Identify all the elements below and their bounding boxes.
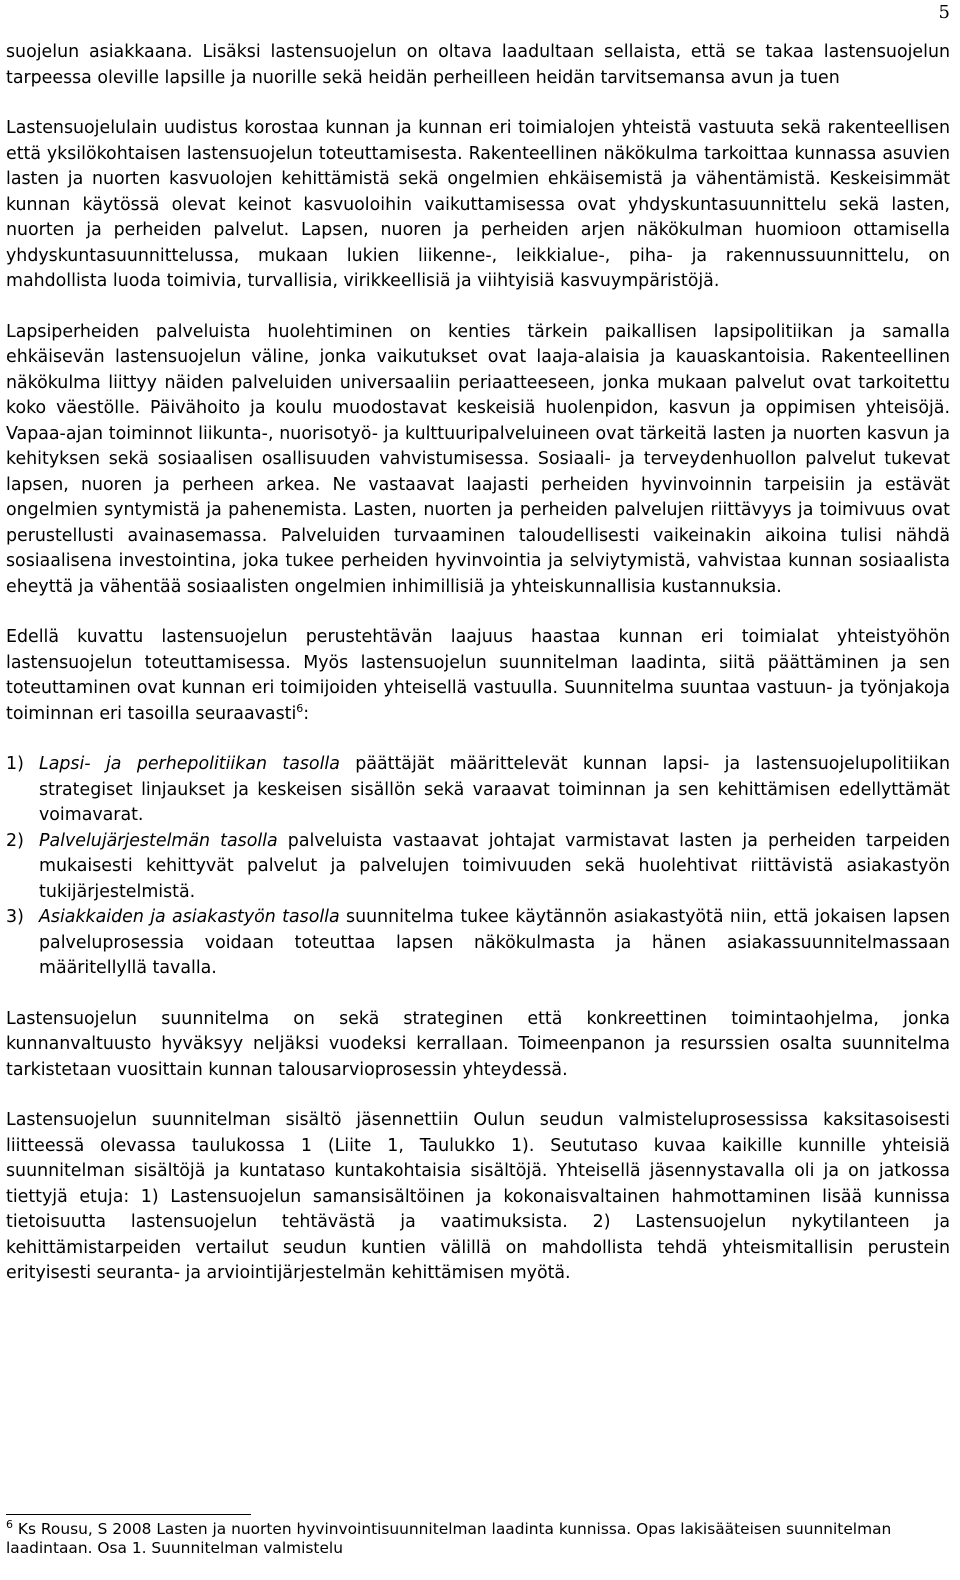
list-item <box>6 752 950 829</box>
list-item-title: Asiakkaiden ja asiakastyön tasolla <box>39 907 340 927</box>
list-item-number: 3) <box>6 907 24 927</box>
list-item-text: suunnitelma tukee käytännön asiakastyötä niin, että jokaisen lapsen palveluprosessia voidaan toteuttaa lapsen näkökulmasta ja hänen asiakassuunnitelmassaan määritellyllä tavalla. <box>39 907 951 978</box>
list-item <box>6 905 950 982</box>
paragraph-oulu-region: Lastensuojelun suunnitelman sisältö jäsennettiin Oulun seudun valmisteluprosessissa kaksitasoisesti liitteessä olevassa taulukossa 1 (Liite 1, Taulukko 1). Seututaso kuvaa kaikille kunnille yhteisiä suunnitelman sisältöjä ja kuntataso kuntakohtaisia sisältöjä. Yhteisellä jäsennystavalla oli ja on jatkossa tiettyjä etuja: 1) Lastensuojelun samansisältöinen ja kokonaisvaltainen hahmottaminen lisää kunnissa tietoisuutta lastensuojelun tehtävästä ja vaatimuksista. 2) Lastensuojelun nykytilanteen ja kehittämistarpeiden vertailut seudun kuntien välillä on mahdollista tehdä yhteismitallisin perustein erityisesti seuranta- ja arviointijärjestelmän kehittämisen myötä. <box>6 1110 950 1283</box>
footnote-text: Ks Rousu, S 2008 Lasten ja nuorten hyvinvointisuunnitelman laadinta kunnissa. Opas lakisääteisen suunnitelman laadintaan. Osa 1. Suunnitelman valmistelu <box>6 1520 892 1557</box>
list-item-text: päättäjät määrittelevät kunnan lapsi- ja lastensuojelupolitiikan strategiset linjaukset ja keskeisen sisällön sekä varaavat toiminnan ja sen kehittämisen edellyttämät voimavarat. <box>39 754 951 825</box>
footnote <box>6 1517 950 1558</box>
page-number: 5 <box>938 2 950 23</box>
list-item-text: palveluista vastaavat johtajat varmistavat lasten ja perheiden tarpeiden mukaisesti kehittyvät palvelut ja palvelujen toimivuuden sekä huolehtivat riittävistä asiakastyön tukijärjestelmistä. <box>39 830 950 902</box>
footnote-reference[interactable]: 6 <box>296 701 304 715</box>
paragraph-cooperation-text: Edellä kuvattu lastensuojelun perustehtävän laajuus haastaa kunnan eri toimialat yhteistyöhön lastensuojelun toteuttamisessa. Myös lastensuojelun suunnitelman laadinta, siitä päättäminen ja sen toteuttaminen ovat kunnan eri toimijoiden yhteisellä vastuulla. Suunnitelma suuntaa vastuun- ja työnjakoja toiminnan eri tasoilla seuraavasti <box>6 627 950 724</box>
paragraph-family-services: Lapsiperheiden palveluista huolehtiminen on kenties tärkein paikallisen lapsipolitiikan ja samalla ehkäisevän lastensuojelun väline, jonka vaikutukset ovat laaja-alaisia ja kauaskantoisia. Rakenteellinen näkökulma liittyy näiden palveluiden universaaliin periaatteeseen, jonka mukaan palvelut ovat tarkoitettu koko väestölle. Päivähoito ja koulu muodostavat keskeisiä huolenpidon, kasvun ja oppimisen yhteisöjä. Vapaa-ajan toiminnot liikunta-, nuorisotyö- ja kulttuuripalveluineen ovat tärkeitä lasten ja nuorten kasvun ja kehityksen sekä sosiaalisen osallisuuden vahvistumisessa. Sosiaali- ja terveydenhuollon palvelut tukevat lapsen, nuoren ja perheen arkea. Ne vastaavat laajasti perheiden hyvinvoinnin tarpeisiin ja estävät ongelmien syntymistä ja pahenemista. Lasten, nuorten ja perheiden palvelujen riittävyys ja toimivuus ovat perustellusti avainasemassa. Palveluiden turvaaminen taloudellisesti vaikeinakin aikoina tulisi nähdä sosiaalisena investointina, joka tukee perheiden hyvinvointia ja selviytymistä, vahvistaa kunnan sosiaalista eheyttä ja vähentää sosiaalisten ongelmien inhimillisiä ja yhteiskunnallisia kustannuksia. <box>6 321 950 597</box>
list-item-title: Palvelujärjestelmän tasolla <box>39 830 278 851</box>
paragraph-intro: suojelun asiakkaana. Lisäksi lastensuojelun on oltava laadultaan sellaista, että se takaa lastensuojelun tarpeessa oleville lapsille ja nuorille sekä heidän perheilleen heidän tarvitsemansa avun ja tuen <box>6 42 950 88</box>
paragraph-strategic-plan: Lastensuojelun suunnitelma on sekä strateginen että konkreettinen toimintaohjelma, jonka kunnanvaltuusto hyväksyy neljäksi vuodeksi kerrallaan. Toimeenpanon ja resurssien osalta suunnitelma tarkistetaan vuosittain kunnan talousarvioprosessin yhteydessä. <box>6 1008 950 1080</box>
footnote-number: 6 <box>6 1517 13 1531</box>
list-item-number: 1) <box>6 754 24 774</box>
paragraph-law-reform: Lastensuojelulain uudistus korostaa kunnan ja kunnan eri toimialojen yhteistä vastuuta sekä rakenteellisen että yksilökohtaisen lastensuojelun toteuttamisesta. Rakenteellinen näkökulma tarkoittaa kunnassa asuvien lasten ja nuorten kasvuolojen kehittämistä sekä ongelmien ehkäisemistä ja vähentämistä. Keskeisimmät kunnan käytössä olevat keinot kasvuoloihin vaikuttamisessa ovat yhdyskuntasuunnittelu sekä lasten, nuorten ja perheiden palvelut. Lapsen, nuoren ja perheiden arjen näkökulman huomioon ottamisella yhdyskuntasuunnittelussa, mukaan lukien liikenne-, leikkialue-, piha- ja rakennussuunnittelu, on mahdollista luoda toimivia, turvallisia, virikkeellisiä ja viihtyisiä kasvuympäristöjä. <box>6 118 950 291</box>
list-item-title: Lapsi- ja perhepolitiikan tasolla <box>39 754 340 774</box>
paragraph-cooperation-tail: : <box>303 703 310 724</box>
levels-list <box>6 752 950 982</box>
document-body <box>6 40 950 1312</box>
paragraph-cooperation <box>6 625 950 727</box>
footnote-divider <box>6 1514 251 1515</box>
list-item-number: 2) <box>6 830 24 851</box>
list-item <box>6 829 950 906</box>
